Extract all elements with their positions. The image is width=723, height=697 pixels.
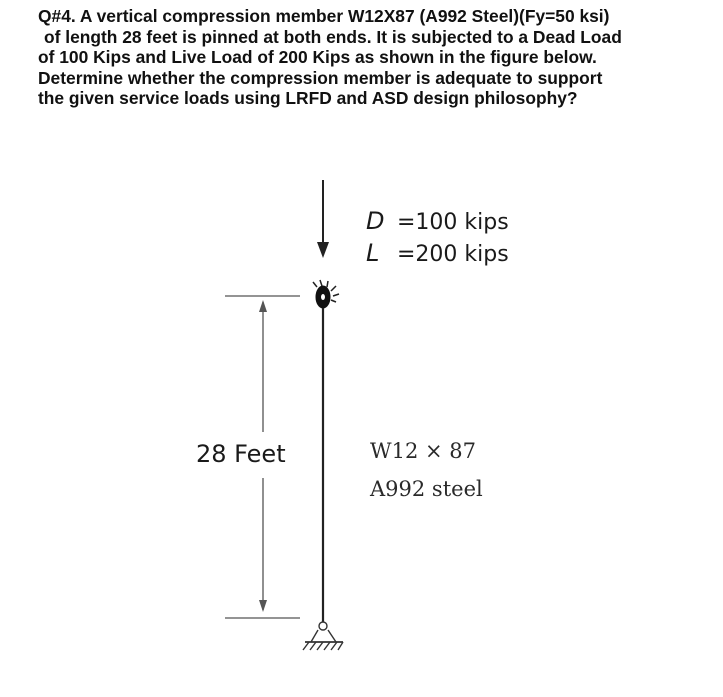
load-arrow <box>317 180 329 258</box>
dead-load-symbol: D <box>366 207 385 235</box>
question-line: Q#4. A vertical compression member W12X87 (A992 Steel)(Fy=50 ksi) <box>38 6 610 26</box>
dead-load-value: =100 kips <box>397 210 509 235</box>
section-label: W12 × 87 <box>370 439 476 463</box>
material-label: A992 steel <box>370 477 483 501</box>
question-line: of length 28 feet is pinned at both ends. It is subjected to a Dead Load <box>44 26 622 47</box>
length-label: 28 Feet <box>196 440 286 468</box>
question-line: Determine whether the compression member is adequate to support <box>38 67 603 88</box>
top-pin-support-icon <box>313 280 339 308</box>
live-load-symbol: L <box>366 239 380 267</box>
question-line: the given service loads using LRFD and ASD design philosophy? <box>38 88 578 108</box>
live-load-value: =200 kips <box>397 242 509 267</box>
question-line: of 100 Kips and Live Load of 200 Kips as shown in the figure below. <box>38 47 597 67</box>
bottom-pin-support-icon <box>303 622 343 650</box>
